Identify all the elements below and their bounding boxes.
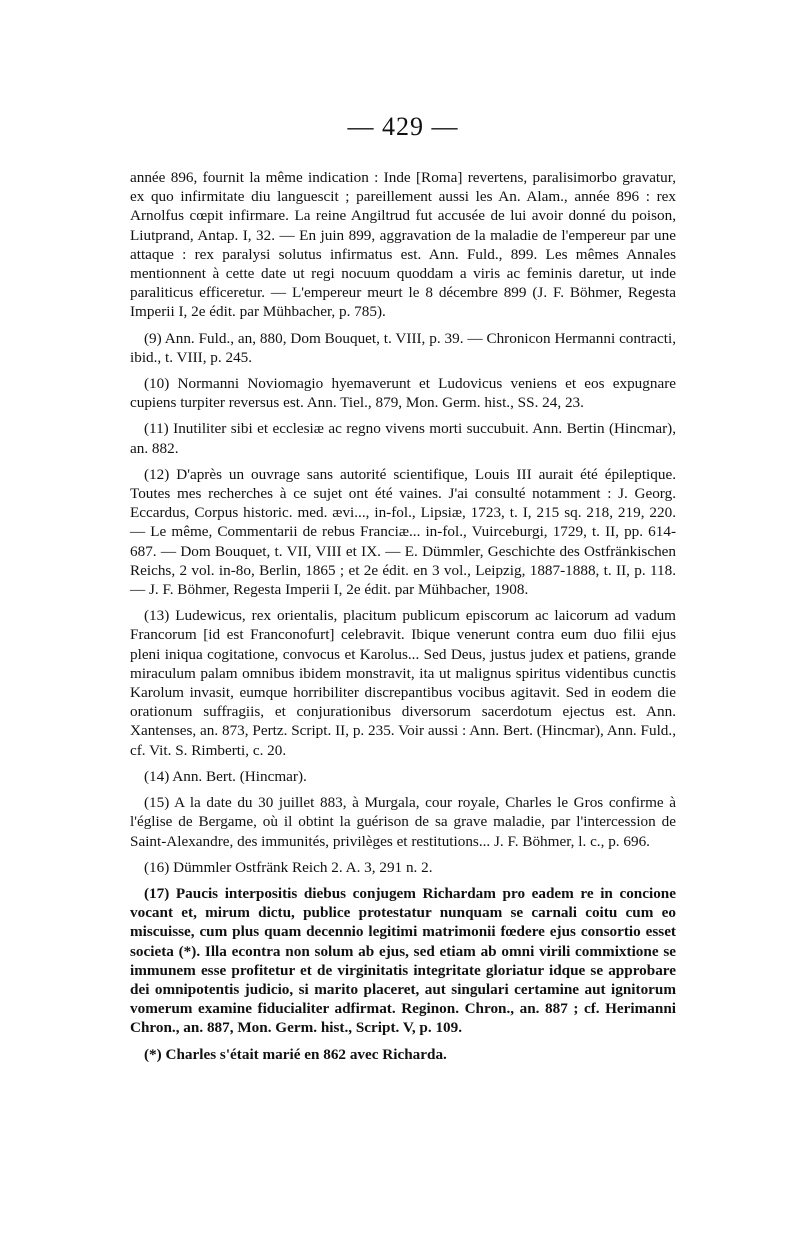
footnote-12: (12) D'après un ouvrage sans autorité scientifique, Louis III aurait été épileptique. Toutes mes recherches à ce sujet ont été vaines. J'ai consulté notamment : J. Georg. Eccardus, Corpus historic. med. ævi..., in-fol., Lipsiæ, 1723, t. I, 215 sq. 218, 219, 220. — Le même, Commentarii de rebus Franciæ... in-fol., Vuirceburgi, 1729, t. II, pp. 614-687. — Dom Bouquet, t. VII, VIII et IX. — E. Dümmler, Geschichte des Ostfränkischen Reichs, 2 vol. in-8o, Berlin, 1865 ; et 2e édit. en 3 vol., Leipzig, 1887-1888, t. II, p. 118. — J. F. Böhmer, Regesta Imperii I, 2e édit. par Mühbacher, 1908. [130,465,676,599]
footnote-10: (10) Normanni Noviomagio hyemaverunt et Ludovicus veniens et eos expugnare cupiens turpiter reversus est. Ann. Tiel., 879, Mon. Germ. hist., SS. 24, 23. [130,375,676,412]
footnote-16: (16) Dümmler Ostfränk Reich 2. A. 3, 291 n. 2. [144,858,433,876]
footnote-14: (14) Ann. Bert. (Hincmar). [144,767,307,785]
footnote-17: (17) Paucis interpositis diebus conjugem Richardam pro eadem re in concione vocant et, mirum dictu, publice protestatur nunquam se carnali coitu cum eo miscuisse, cum plus quam decennio legitimi matrimonii fœdere ejus consortio esset societa (*). Illa econtra non solum ab ejus, sed etiam ab omni virili commixtione se immunem esse profitetur et de virginitatis integritate gloriatur idque se approbare dei omnipotentis judicio, si marito placeret, aut singulari certamine aut ignitorum vomerum examine fiducialiter adfirmat. Reginon. Chron., an. 887 ; cf. Herimanni Chron., an. 887, Mon. Germ. hist., Script. V, p. 109. [130,884,676,1037]
footnote-15: (15) A la date du 30 juillet 883, à Murgala, cour royale, Charles le Gros confirme à l'église de Bergame, où il obtint la guérison de sa grave maladie, par l'intercession de Saint-Alexandre, des immunités, privilèges et restitutions... J. F. Böhmer, l. c., p. 696. [130,794,676,850]
footnote-13: (13) Ludewicus, rex orientalis, placitum publicum episcorum ac laicorum ad vadum Francorum [id est Franconofurt] celebravit. Ibique venerunt contra eum duo filii ejus pleni iniqua cogitatione, convocus et Karolus... Sed Deus, justus judex et patiens, grande miraculum palam omnibus ibidem monstravit, ita ut malignus spiritus videntibus cunctis Karolum invasit, eumque horribiliter discrepantibus vocibus agitavit. Sed in eodem die orationum suffragiis, et conjurationibus diversorum sacerdotum ejectus est. Ann. Xantenses, an. 873, Pertz. Script. II, p. 235. Voir aussi : Ann. Bert. (Hincmar), Ann. Fuld., cf. Vit. S. Rimberti, c. 20. [130,607,676,759]
footnote-continuation: année 896, fournit la même indication : Inde [Roma] revertens, paralisimorbo gravatur, ex quo infirmitate diu languescit ; pareillement aussi les An. Alam., année 896 : rex Arnolfus cœpit infirmare. La reine Angiltrud fut accusée de lui avoir donné du poison, Liutprand, Antap. I, 32. — En juin 899, aggravation de la maladie de l'empereur par une attaque : rex paralysi solutus infirmatus est. Ann. Fuld., 899. Les mêmes Annales mentionnent à cette date ut regi nocuum quoddam a viris ac feminis daretur, ut inde paraliticus efficeretur. — L'empereur meurt le 8 décembre 899 (J. F. Böhmer, Regesta Imperii I, 2e édit. par Mühbacher, p. 785). [130,169,676,321]
footnote-asterisk: (*) Charles s'était marié en 862 avec Richarda. [144,1045,447,1063]
page-number: — 429 — [347,112,459,141]
book-page [130,112,676,1071]
footnote-11: (11) Inutiliter sibi et ecclesiæ ac regno vivens morti succubuit. Ann. Bertin (Hincmar), an. 882. [130,420,676,457]
footnote-9: (9) Ann. Fuld., an, 880, Dom Bouquet, t. VIII, p. 39. — Chronicon Hermanni contracti, ibid., t. VIII, p. 245. [130,329,676,366]
